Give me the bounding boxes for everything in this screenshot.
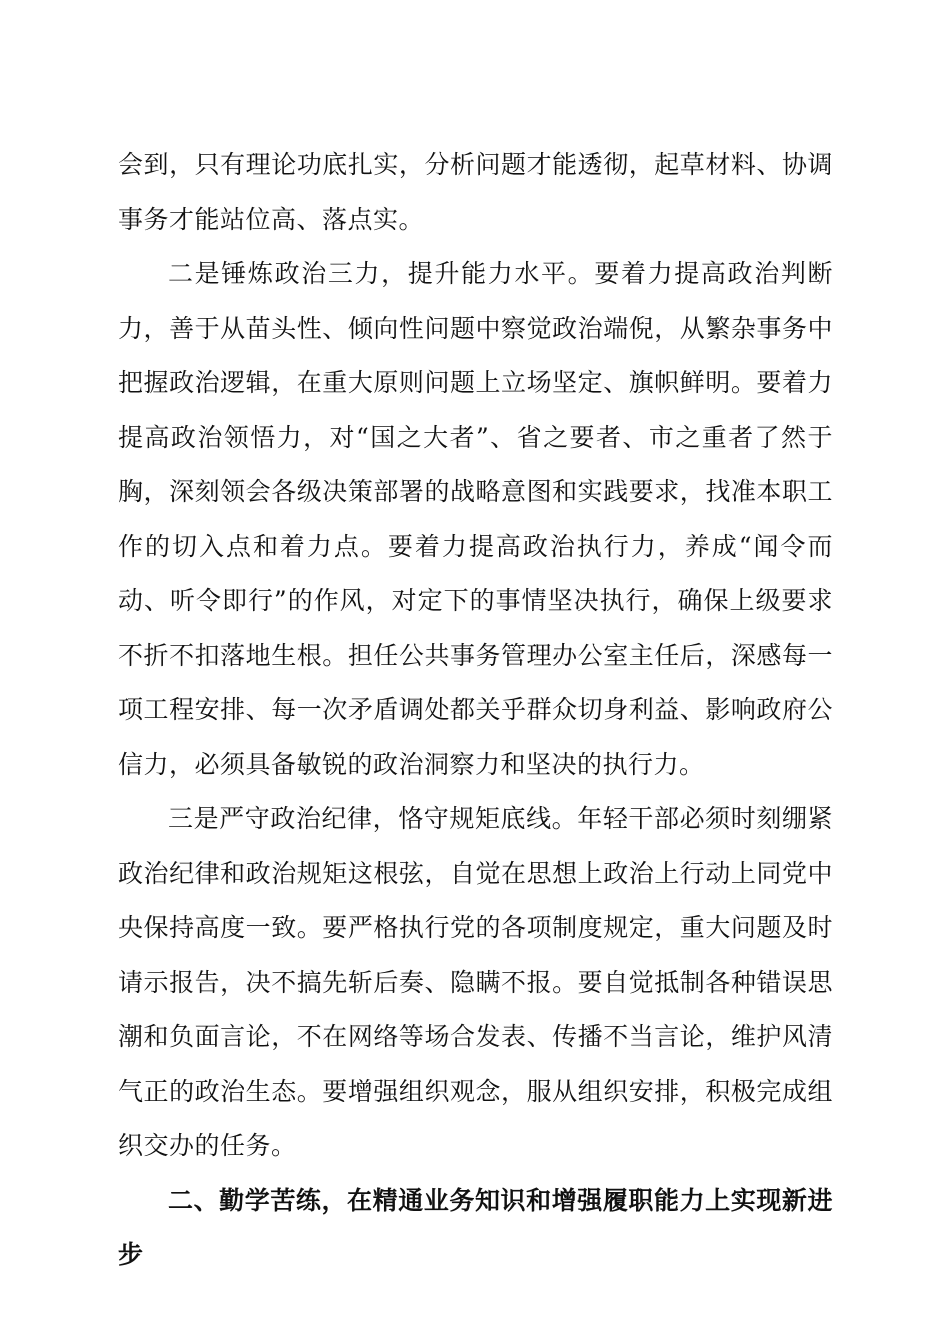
- document-page: [118, 138, 833, 1283]
- paragraph-political-capability: [118, 247, 833, 792]
- paragraph-text: 要着力提高政治判断力，善于从苗头性、倾向性问题中察觉政治端倪，从繁杂事务中把握政治逻辑，在重大原则问题上立场坚定、旗帜鲜明。要着力提高政治领悟力，对“国之大者”、省之要者、市之重者了然于胸，深刻领会各级决策部署的战略意图和实践要求，找准本职工作的切入点和着力点。要着力提高政治执行力，养成“闻令而动、听令即行”的作风，对定下的事情坚决执行，确保上级要求不折不扣落地生根。担任公共事务管理办公室主任后，深感每一项工程安排、每一次矛盾调处都关乎群众切身利益、影响政府公信力，必须具备敏锐的政治洞察力和坚决的执行力。: [118, 259, 833, 779]
- paragraph-text: 年轻干部必须时刻绷紧政治纪律和政治规矩这根弦，自觉在思想上政治上行动上同党中央保持高度一致。要严格执行党的各项制度规定，重大问题及时请示报告，决不搞先斩后奏、隐瞒不报。要自觉抵制各种错误思潮和负面言论，不在网络等场合发表、传播不当言论，维护风清气正的政治生态。要增强组织观念，服从组织安排，积极完成组织交办的任务。: [118, 804, 833, 1160]
- paragraph-political-discipline: [118, 792, 833, 1174]
- section-heading: 二、勤学苦练，在精通业务知识和增强履职能力上实现新进步: [118, 1185, 833, 1269]
- paragraph-lead: 二是锤炼政治三力，提升能力水平。: [168, 259, 595, 288]
- paragraph-text: 会到，只有理论功底扎实，分析问题才能透彻，起草材料、协调事务才能站位高、落点实。: [118, 150, 833, 234]
- paragraph-continuation: [118, 138, 833, 247]
- paragraph-lead: 三是严守政治纪律，恪守规矩底线。: [168, 804, 578, 833]
